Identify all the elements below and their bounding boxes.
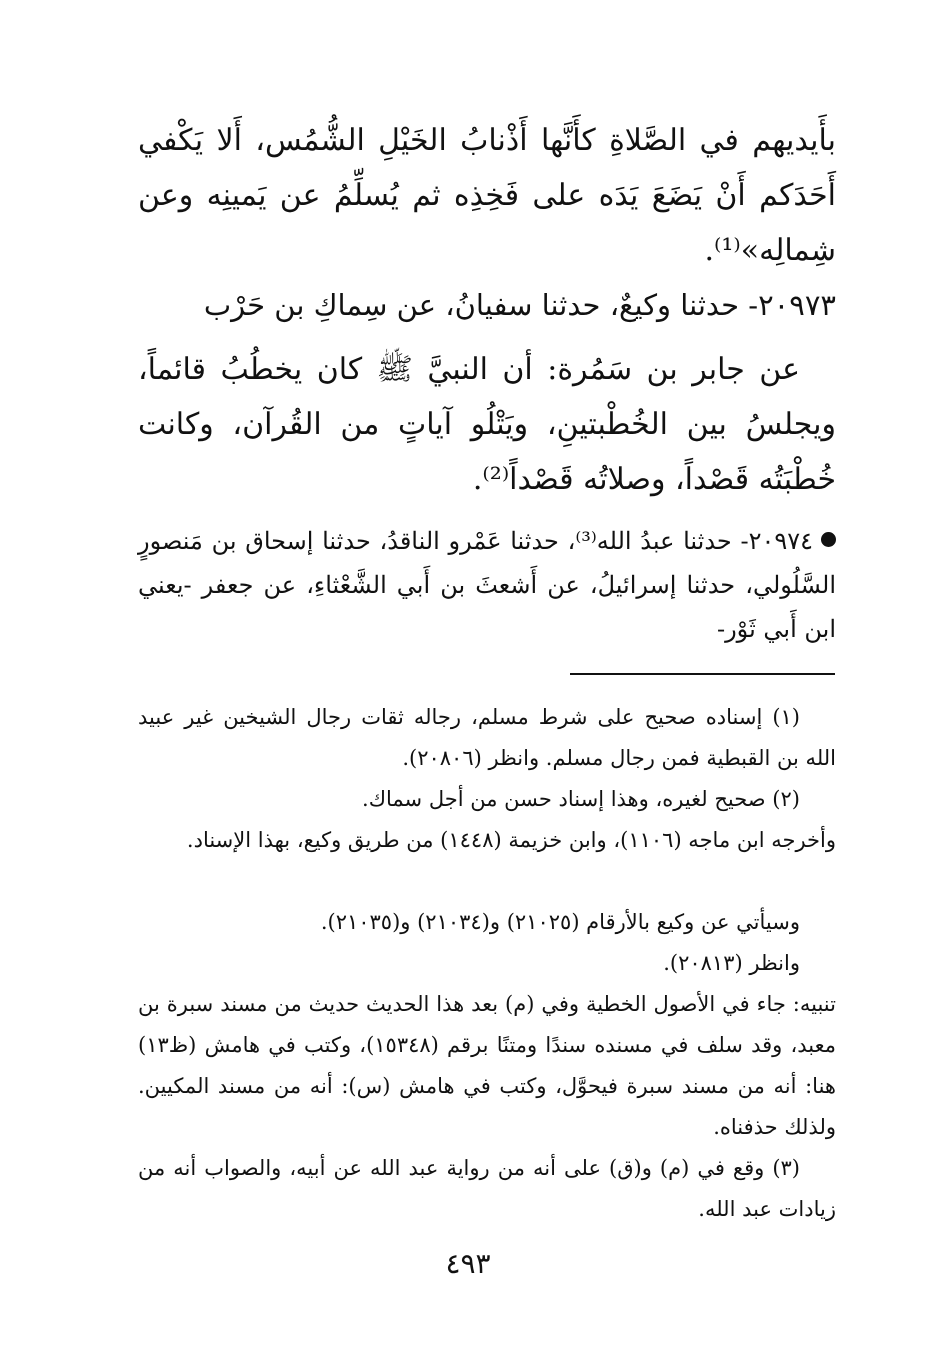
- footnote-3: (٣) وقع في (م) و(ق) على أنه من رواية عبد الله عن أبيه، والصواب أنه من زيادات عبد الله.: [138, 1156, 836, 1221]
- footnote-2-unzur: وانظر (٢٠٨١٣).: [663, 951, 800, 975]
- hadith-20973-body: عن جابر بن سَمُرة: أن النبيَّ ﷺ كان يخطُبُ قائماً، ويجلسُ بين الخُطْبتينِ، ويَتْلُو آياتٍ من القُرآن، وكانت خُطْبَتُه قَصْداً، وصلاتُه قَصْداً⁽²⁾.: [138, 352, 836, 497]
- page-number: ٤٩٣: [445, 1247, 491, 1280]
- footnote-tanbih: تنبيه: جاء في الأصول الخطية وفي (م) بعد هذا الحديث حديث من مسند سبرة بن معبد، وقد سلف في مسنده سندًا ومتنًا برقم (١٥٣٤٨)، وكتب في هامش (ظ١٣) هنا: أنه من مسند سبرة فيحوَّل، وكتب في هامش (س): أنه من مسند المكيين. ولذلك حذفناه.: [138, 992, 837, 1139]
- footnote-2: (٢) صحيح لغيره، وهذا إسناد حسن من أجل سماك.: [362, 787, 800, 811]
- bullet-marker: [821, 532, 836, 547]
- hadith-20974: [138, 519, 836, 651]
- hadith-continuation: بأَيديهم في الصَّلاةِ كأَنَّها أَذْنابُ الخَيْلِ الشُّمُس، أَلا يَكْفي أَحَدَكم أَنْ يَضَعَ يَدَه على فَخِذِه ثم يُسلِّمُ عن يَمينِه وعن شِمالِه»⁽¹⁾.: [138, 123, 836, 268]
- hadith-20974-text: ٢٠٩٧٤- حدثنا عبدُ الله⁽³⁾، حدثنا عَمْرو الناقدُ، حدثنا إسحاق بن مَنصورٍ السَّلُولي، حدثنا إسرائيلُ، عن أَشعثَ بن أَبي الشَّعْثاءِ، عن جعفر -يعني ابن أَبي ثَوْر-: [138, 527, 836, 643]
- footnote-separator: [570, 673, 835, 675]
- footnote-1: (١) إسناده صحيح على شرط مسلم، رجاله ثقات رجال الشيخين غير عبيد الله بن القبطية فمن رجال مسلم. وانظر (٢٠٨٠٦).: [138, 705, 836, 770]
- footnote-2-takhrij: وأخرجه ابن ماجه (١١٠٦)، وابن خزيمة (١٤٤٨) من طريق وكيع، بهذا الإسناد.: [186, 828, 836, 852]
- footnote-2-sayati: وسيأتي عن وكيع بالأرقام (٢١٠٢٥) و(٢١٠٣٤) و(٢١٠٣٥).: [320, 910, 800, 934]
- hadith-20973-chain: ٢٠٩٧٣- حدثنا وكيعٌ، حدثنا سفيانُ، عن سِماكِ بن حَرْب: [203, 288, 836, 322]
